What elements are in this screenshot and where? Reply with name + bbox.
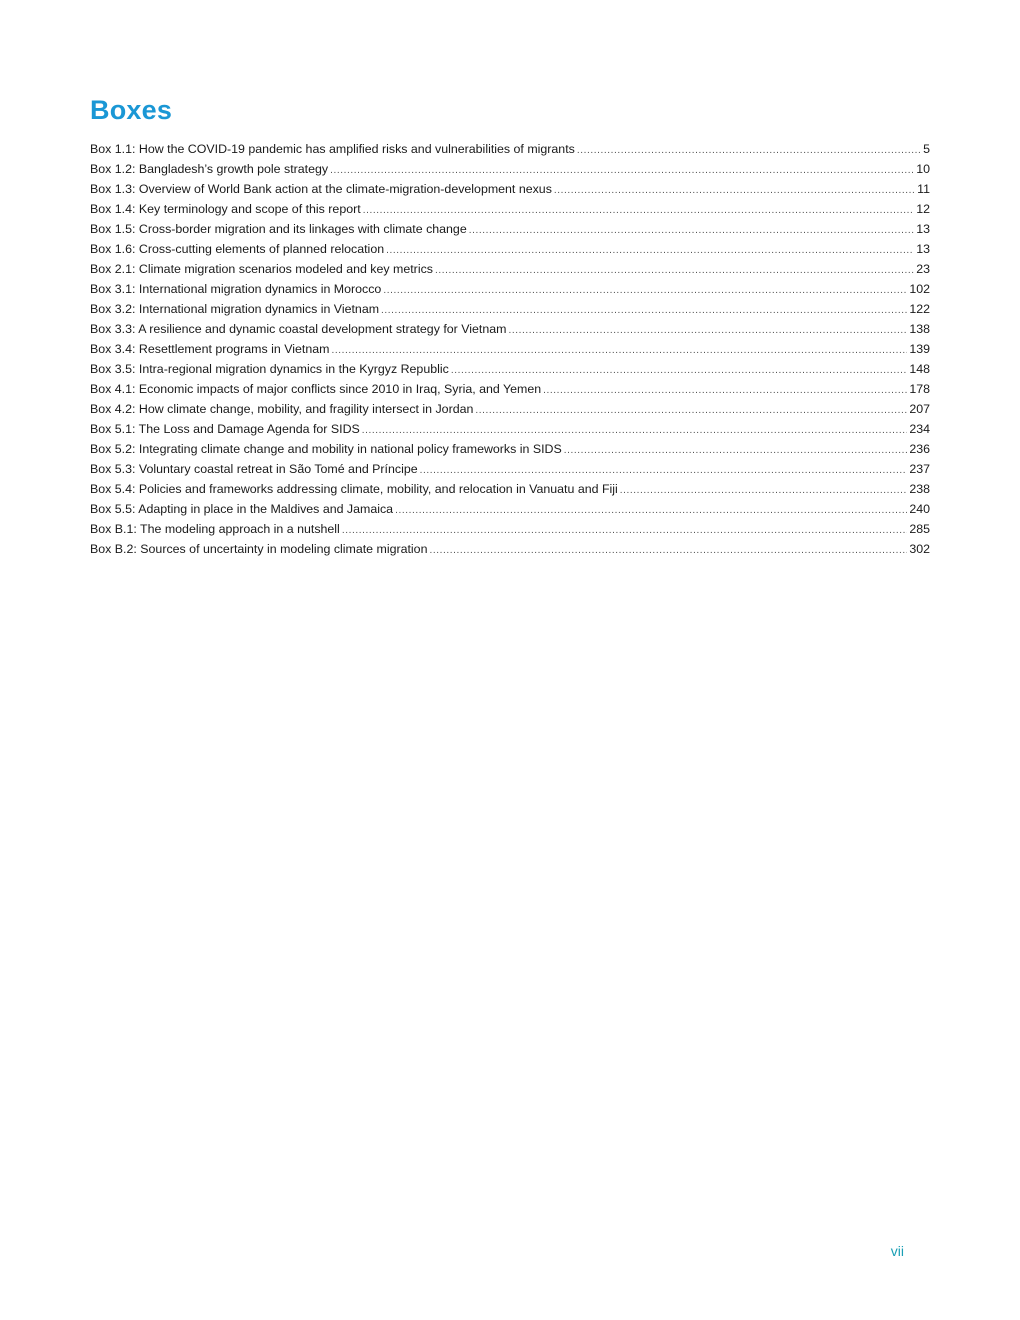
toc-entry[interactable] xyxy=(90,199,930,219)
toc-entry[interactable] xyxy=(90,139,930,159)
toc-entry-label: Box B.1: The modeling approach in a nutshell xyxy=(90,522,340,536)
toc-entry-page: 302 xyxy=(909,542,930,556)
toc-entry-page: 237 xyxy=(909,462,930,476)
toc-entry[interactable] xyxy=(90,379,930,399)
toc-entry[interactable] xyxy=(90,459,930,479)
dot-leader xyxy=(554,181,915,199)
toc-entry[interactable] xyxy=(90,419,930,439)
dot-leader xyxy=(331,341,907,359)
dot-leader xyxy=(475,401,907,419)
dot-leader xyxy=(395,501,907,519)
toc-entry-label: Box 5.4: Policies and frameworks addressing climate, mobility, and relocation in Vanuatu and Fiji xyxy=(90,482,618,496)
toc-entry-page: 238 xyxy=(909,482,930,496)
dot-leader xyxy=(386,241,914,259)
dot-leader xyxy=(620,481,908,499)
toc-entry-page: 11 xyxy=(917,182,930,196)
toc-entry[interactable] xyxy=(90,179,930,199)
toc-entry-label: Box 1.4: Key terminology and scope of this report xyxy=(90,202,361,216)
dot-leader xyxy=(508,321,907,339)
toc-entry[interactable] xyxy=(90,299,930,319)
toc-entry-label: Box 2.1: Climate migration scenarios modeled and key metrics xyxy=(90,262,433,276)
toc-entry-label: Box 1.2: Bangladesh’s growth pole strategy xyxy=(90,162,329,176)
toc-entry-page: 13 xyxy=(916,242,930,256)
toc-entry-label: Box 3.4: Resettlement programs in Vietnam xyxy=(90,342,330,356)
toc-entry-page: 23 xyxy=(916,262,930,276)
toc-entry-label: Box B.2: Sources of uncertainty in modeling climate migration xyxy=(90,542,428,556)
dot-leader xyxy=(429,541,907,559)
toc-entry[interactable] xyxy=(90,159,930,179)
toc-entry-page: 240 xyxy=(909,502,930,516)
toc-entry[interactable] xyxy=(90,519,930,539)
toc-entry-page: 148 xyxy=(909,362,930,376)
toc-entry[interactable] xyxy=(90,219,930,239)
toc-entry-label: Box 1.5: Cross-border migration and its linkages with climate change xyxy=(90,222,467,236)
toc-entry-page: 178 xyxy=(909,382,930,396)
toc-entry[interactable] xyxy=(90,499,930,519)
page-number: vii xyxy=(890,1243,904,1259)
toc-entry-label: Box 5.2: Integrating climate change and mobility in national policy frameworks in SIDS xyxy=(90,442,562,456)
dot-leader xyxy=(363,201,915,219)
toc-entry-label: Box 3.1: International migration dynamics in Morocco xyxy=(90,282,382,296)
toc-entry-label: Box 4.1: Economic impacts of major conflicts since 2010 in Iraq, Syria, and Yemen xyxy=(90,382,542,396)
toc-entry-label: Box 5.1: The Loss and Damage Agenda for SIDS xyxy=(90,422,360,436)
dot-leader xyxy=(577,141,921,159)
toc-entry-page: 236 xyxy=(909,442,930,456)
dot-leader xyxy=(469,221,914,239)
dot-leader xyxy=(381,301,907,319)
dot-leader xyxy=(435,261,914,279)
toc-entry-page: 5 xyxy=(923,142,930,156)
toc-entry-page: 207 xyxy=(909,402,930,416)
toc-entry-label: Box 5.5: Adapting in place in the Maldives and Jamaica xyxy=(90,502,394,516)
toc-entry-page: 12 xyxy=(916,202,930,216)
toc-entry-label: Box 1.6: Cross-cutting elements of planned relocation xyxy=(90,242,385,256)
toc-entry[interactable] xyxy=(90,359,930,379)
toc-entry-label: Box 3.5: Intra-regional migration dynamics in the Kyrgyz Republic xyxy=(90,362,449,376)
toc-entry[interactable] xyxy=(90,319,930,339)
dot-leader xyxy=(420,461,908,479)
toc-entry[interactable] xyxy=(90,439,930,459)
toc-entry-label: Box 1.3: Overview of World Bank action at the climate-migration-development nexus xyxy=(90,182,552,196)
toc-entry[interactable] xyxy=(90,479,930,499)
toc-entry-page: 234 xyxy=(909,422,930,436)
toc-entry-label: Box 5.3: Voluntary coastal retreat in São Tomé and Príncipe xyxy=(90,462,418,476)
toc-entry-page: 285 xyxy=(909,522,930,536)
toc-entry-page: 138 xyxy=(909,322,930,336)
section-title: Boxes xyxy=(90,95,173,125)
dot-leader xyxy=(564,441,908,459)
toc-entry-page: 13 xyxy=(916,222,930,236)
dot-leader xyxy=(330,161,914,179)
dot-leader xyxy=(342,521,908,539)
dot-leader xyxy=(383,281,907,299)
toc-entry-page: 139 xyxy=(909,342,930,356)
toc-entry[interactable] xyxy=(90,399,930,419)
toc-entry-page: 10 xyxy=(916,162,930,176)
toc-entry-label: Box 4.2: How climate change, mobility, and fragility intersect in Jordan xyxy=(90,402,474,416)
toc-entry-label: Box 3.2: International migration dynamics in Vietnam xyxy=(90,302,380,316)
toc-entry[interactable] xyxy=(90,339,930,359)
boxes-list xyxy=(90,139,930,559)
toc-entry[interactable] xyxy=(90,539,930,559)
dot-leader xyxy=(543,381,907,399)
toc-entry[interactable] xyxy=(90,279,930,299)
toc-entry-page: 122 xyxy=(909,302,930,316)
toc-entry-label: Box 3.3: A resilience and dynamic coastal development strategy for Vietnam xyxy=(90,322,507,336)
toc-entry-page: 102 xyxy=(909,282,930,296)
toc-entry[interactable] xyxy=(90,259,930,279)
dot-leader xyxy=(362,421,908,439)
toc-entry[interactable] xyxy=(90,239,930,259)
toc-entry-label: Box 1.1: How the COVID-19 pandemic has amplified risks and vulnerabilities of migrants xyxy=(90,142,575,156)
dot-leader xyxy=(451,361,908,379)
